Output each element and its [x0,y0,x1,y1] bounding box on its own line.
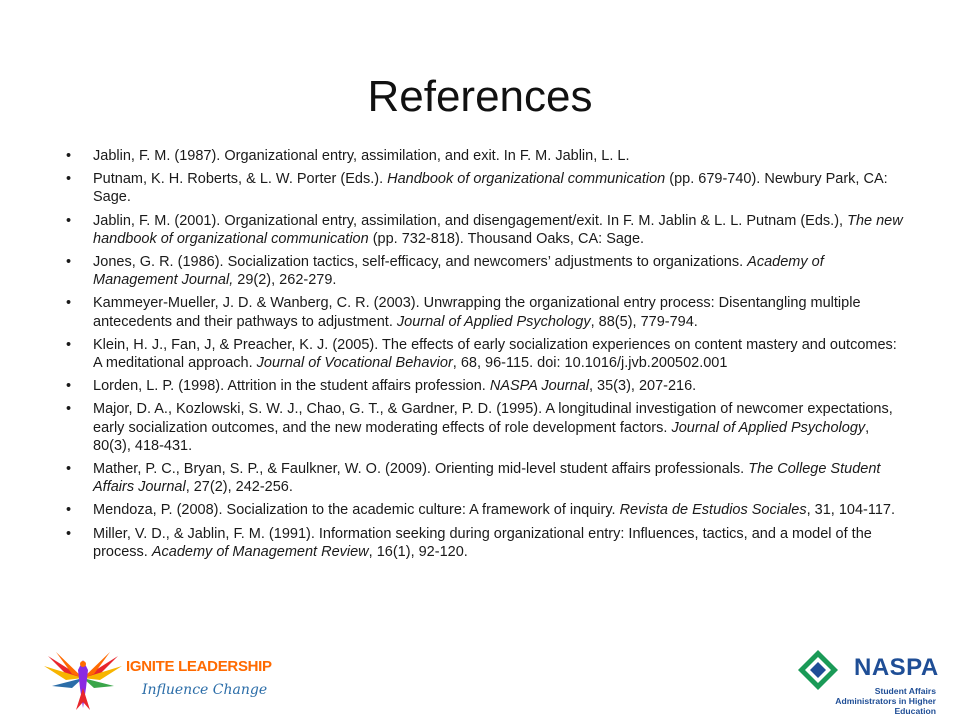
reference-item [66,377,906,395]
reference-item [66,147,906,165]
naspa-logo-text: NASPA [854,654,939,681]
bullet-icon: • [66,525,72,542]
reference-text: Jablin, F. M. (2001). Organizational entry, assimilation, and disengagement/exit. In F. M. Jablin & L. L. Putnam (Eds.), [93,212,848,229]
naspa-logo-tagline: Student Affairs Administrators in Higher Education [835,686,936,716]
reference-text: , 31, 104-117. [806,502,895,519]
reference-source-title: Revista de Estudios Sociales [619,502,807,519]
ignite-leadership-logo [38,648,274,712]
reference-text: Major, D. A., Kozlowski, S. W. J., Chao, G. T., & Gardner, P. D. (1995). A longitudinal investigation of newcomer expectations, early socialization outcomes, and the new moderating effects of role development factors. [93,401,893,436]
reference-text: Lorden, L. P. (1998). Attrition in the student affairs profession. [93,378,490,395]
reference-source-title: The new handbook of organizational communication [93,212,903,247]
bullet-icon: • [66,212,72,229]
reference-source-title: NASPA Journal [489,378,589,395]
reference-item [66,525,906,561]
reference-text: Kammeyer-Mueller, J. D. & Wanberg, C. R. (2003). Unwrapping the organizational entry process: Disentangling multiple antecedents and their pathways to adjustment. [93,295,861,330]
reference-item [66,460,906,496]
reference-text: Mather, P. C., Bryan, S. P., & Faulkner, W. O. (2009). Orienting mid-level student affairs professionals. [93,461,749,478]
reference-item [66,294,906,330]
reference-list [66,147,906,566]
bullet-icon: • [66,148,72,164]
ignite-logo-tagline: Influence Change [142,682,268,698]
reference-source-title: Academy of Management Review [151,543,369,560]
reference-text: , 88(5), 779-794. [590,313,698,330]
reference-text: Jablin, F. M. (1987). Organizational entry, assimilation, and exit. In F. M. Jablin, L. L. [93,148,630,164]
reference-source-title: Journal of Applied Psychology [671,419,866,436]
reference-source-title: Journal of Applied Psychology [396,313,591,330]
reference-source-title: Journal of Vocational Behavior [256,355,453,372]
reference-item [66,253,906,289]
reference-text: 29(2), 262-279. [233,272,337,289]
reference-text: , 68, 96-115. doi: 10.1016/j.jvb.200502.001 [452,355,728,372]
bullet-icon: • [66,254,72,271]
reference-text: Jones, G. R. (1986). Socialization tactics, self-efficacy, and newcomers’ adjustments to organizations. [93,254,748,271]
naspa-logo [796,646,939,716]
bullet-icon: • [66,378,72,395]
bullet-icon: • [66,295,72,312]
reference-item [66,336,906,372]
reference-item [66,501,906,519]
reference-source-title: Handbook of organizational communication [387,171,666,188]
page-title: References [367,72,593,121]
ignite-logo-text: IGNITE LEADERSHIP [126,658,272,675]
reference-text: , 16(1), 92-120. [368,543,468,560]
reference-text: Putnam, K. H. Roberts, & L. W. Porter (Eds.). [93,171,388,188]
reference-source-title: The College Student Affairs Journal [93,461,881,496]
bullet-icon: • [66,401,72,418]
reference-source-title: Academy of Management Journal, [93,254,824,289]
reference-item [66,212,906,248]
bullet-icon: • [66,461,72,478]
bullet-icon: • [66,336,72,353]
bullet-icon: • [66,171,72,188]
reference-text: , 27(2), 242-256. [185,479,293,496]
reference-text: (pp. 679-740). Newbury Park, CA: Sage. [93,171,888,206]
reference-item [66,170,906,206]
bullet-icon: • [66,502,72,519]
reference-text: Mendoza, P. (2008). Socialization to the academic culture: A framework of inquiry. [93,502,620,519]
reference-item [66,400,906,455]
reference-text: Miller, V. D., & Jablin, F. M. (1991). Information seeking during organizational entry: Influences, tactics, and a model of the process. [93,525,872,560]
reference-text: , 80(3), 418-431. [93,419,870,454]
reference-text: , 35(3), 207-216. [589,378,697,395]
phoenix-icon [38,648,128,712]
reference-text: Klein, H. J., Fan, J, & Preacher, K. J. (2005). The effects of early socialization experiences on content mastery and outcomes: A meditational approach. [93,336,897,372]
reference-text: (pp. 732-818). Thousand Oaks, CA: Sage. [368,230,645,247]
